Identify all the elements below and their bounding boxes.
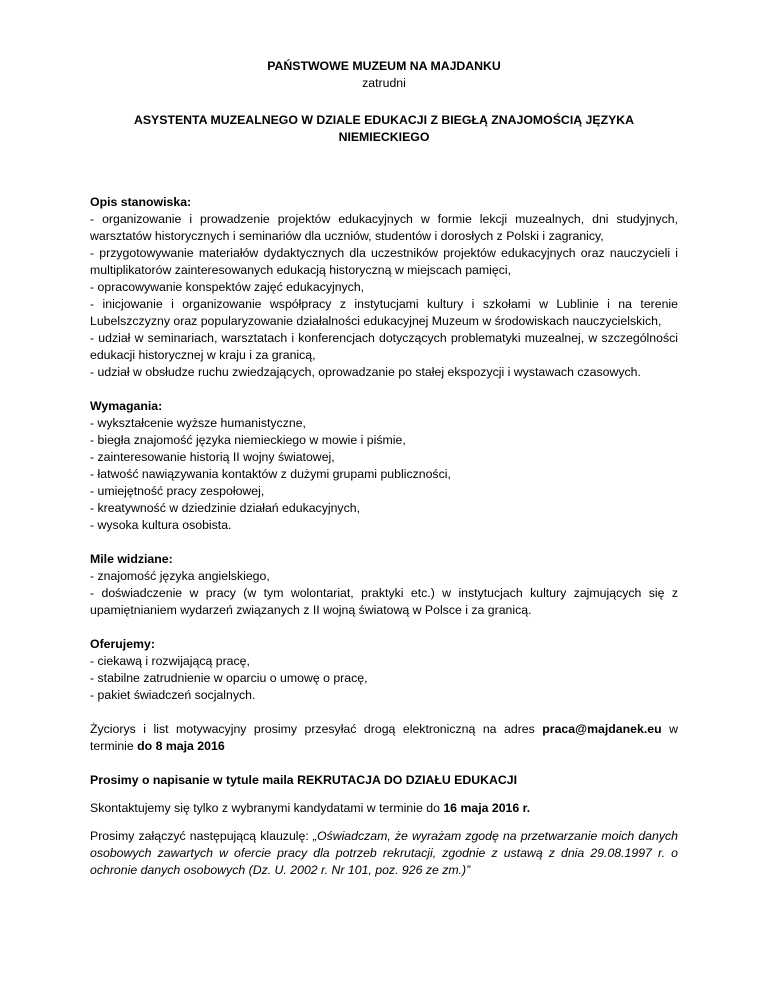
- section-heading: Mile widziane:: [90, 552, 173, 566]
- list-item: - kreatywność w dziedzinie działań edukacyjnych,: [90, 501, 360, 515]
- clause-intro: Prosimy załączyć następującą klauzulę:: [90, 829, 313, 843]
- section-heading: Wymagania:: [90, 399, 163, 413]
- section-opis: [90, 194, 678, 381]
- list-item: - znajomość języka angielskiego,: [90, 569, 270, 583]
- section-heading: Oferujemy:: [90, 637, 155, 651]
- deadline: do 8 maja 2016: [137, 739, 225, 753]
- nice-to-have-list: [90, 568, 678, 619]
- subject-note: Prosimy o napisanie w tytule maila REKRUTACJA DO DZIAŁU EDUKACJI: [90, 773, 518, 787]
- list-item: - umiejętność pracy zespołowej,: [90, 484, 265, 498]
- contact-note: [90, 800, 678, 817]
- email-link[interactable]: praca@majdanek.eu: [542, 722, 662, 736]
- position-title: ASYSTENTA MUZEALNEGO W DZIALE EDUKACJI Z BIEGŁĄ ZNAJOMOŚCIĄ JĘZYKA NIEMIECKIEGO: [133, 113, 635, 144]
- org-name: PAŃSTWOWE MUZEUM NA MAJDANKU: [267, 59, 501, 73]
- list-item: - opracowywanie konspektów zajęć edukacyjnych,: [90, 280, 365, 294]
- list-item: - doświadczenie w pracy (w tym wolontariat, praktyki etc.) w instytucjach kultury zajmujących się z upamiętnianiem wydarzeń związanych z II wojną światową w Polsce i za granicą.: [90, 586, 678, 617]
- list-item: - wykształcenie wyższe humanistyczne,: [90, 416, 306, 430]
- contact-text: Skontaktujemy się tylko z wybranymi kandydatami w terminie do: [90, 801, 444, 815]
- list-item: - udział w seminariach, warsztatach i konferencjach dotyczących problematyki muzealnej, w szczególności edukacji historycznej w kraju i za granicą,: [90, 331, 678, 362]
- list-item: - pakiet świadczeń socjalnych.: [90, 688, 256, 702]
- list-item: - łatwość nawiązywania kontaktów z dużymi grupami publiczności,: [90, 467, 451, 481]
- section-heading: Opis stanowiska:: [90, 195, 192, 209]
- list-item: - udział w obsłudze ruchu zwiedzających, oprowadzanie po stałej ekspozycji i wystawach czasowych.: [90, 365, 641, 379]
- list-item: - ciekawą i rozwijającą pracę,: [90, 654, 250, 668]
- clause-text: „Oświadczam, że wyrażam zgodę na przetwarzanie moich danych osobowych zawartych w ofercie pracy dla potrzeb rekrutacji, zgodnie z ustawą z dnia 29.08.1997 r. o ochronie danych osobowych (Dz. U. 2002 r. Nr 101, poz. 926 ze zm.)”: [90, 829, 678, 877]
- requirements-list: [90, 415, 678, 534]
- cv-instructions: [90, 721, 678, 755]
- hires-label: zatrudni: [362, 76, 406, 90]
- list-item: - stabilne zatrudnienie w oparciu o umowę o pracę,: [90, 671, 368, 685]
- duties-list: [90, 211, 678, 381]
- list-item: - inicjowanie i organizowanie współpracy z instytucjami kultury i szkołami w Lublinie i na terenie Lubelszczyzny oraz popularyzowanie działalności edukacyjnej Muzeum w środowiskach nauczycielskich,: [90, 297, 678, 328]
- section-oferujemy: [90, 636, 678, 704]
- section-wymagania: [90, 398, 678, 534]
- list-item: - przygotowywanie materiałów dydaktycznych dla uczestników projektów edukacyjnych oraz nauczycieli i multiplikatorów zainteresowanych edukacją historyczną w miejscach pamięci,: [90, 246, 678, 277]
- list-item: - zainteresowanie historią II wojny światowej,: [90, 450, 335, 464]
- section-mile-widziane: [90, 551, 678, 619]
- clause-paragraph: [90, 828, 678, 879]
- cv-text: Życiorys i list motywacyjny prosimy przesyłać drogą elektroniczną na adres: [90, 722, 543, 736]
- list-item: - wysoka kultura osobista.: [90, 518, 232, 532]
- list-item: - organizowanie i prowadzenie projektów edukacyjnych w formie lekcji muzealnych, dni studyjnych, warsztatów historycznych i seminariów dla uczniów, studentów i dorosłych z Polski i zagranicy,: [90, 212, 678, 243]
- cv-text-middle: w terminie: [90, 722, 678, 753]
- offer-list: [90, 653, 678, 704]
- list-item: - biegła znajomość języka niemieckiego w mowie i piśmie,: [90, 433, 406, 447]
- contact-date: 16 maja 2016 r.: [443, 801, 531, 815]
